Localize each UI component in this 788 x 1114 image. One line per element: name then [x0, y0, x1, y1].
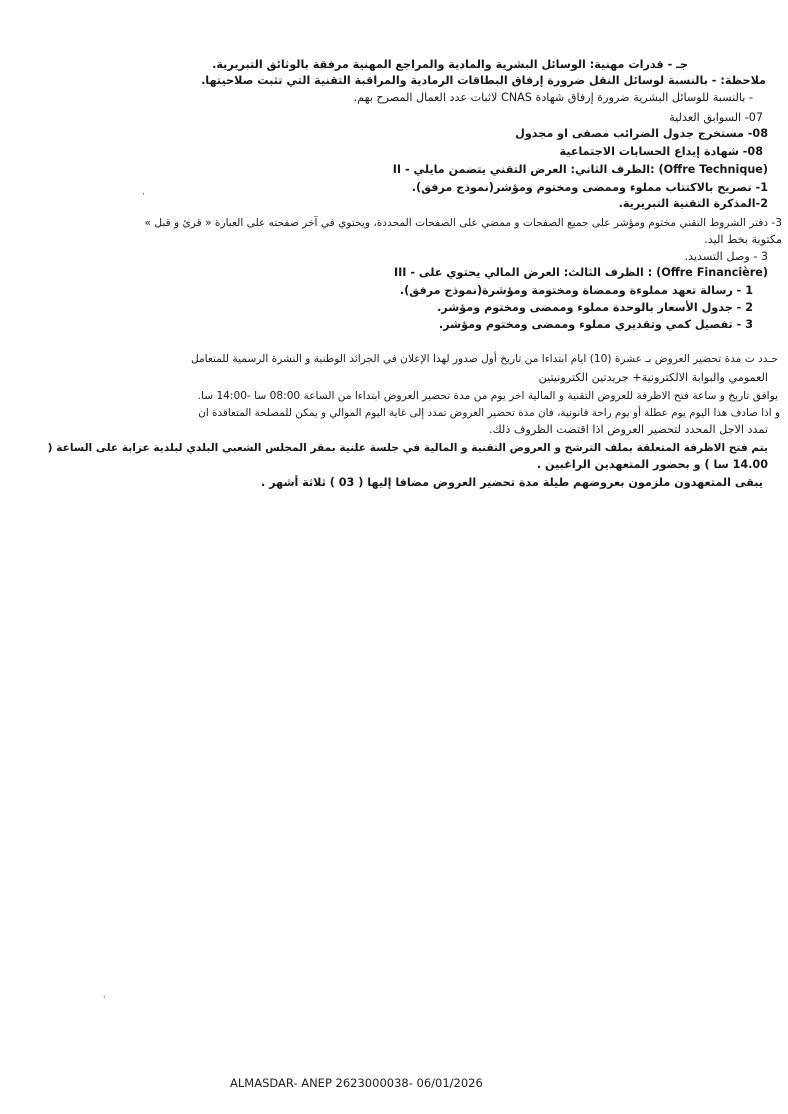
doc-line-17: حـدد ت مدة تحضير العروض بـ عشرة (10) ايام ابتداءا من تاريخ أول صدور لهذا الإعلان في الجرائد الوطنية و النشرة الرسمية للمتعامل	[190, 353, 778, 365]
doc-line-2: ملاحظة: - بالنسبة لوسائل النقل ضرورة إرفاق البطاقات الرمادية والمراقبة التقنية التي تثبت صلاحيتها.	[201, 74, 766, 87]
doc-line-6: 08- شهادة إيداع الحسابات الاجتماعية	[559, 145, 763, 158]
doc-line-5: 08- مستخرج جدول الضرائب مصفى او مجدول	[515, 127, 768, 140]
scan-speck: '	[103, 995, 106, 1005]
doc-line-14: 1 - رسالة تعهد مملوءة وممضاة ومختومة ومؤشرة(نموذج مرفق).	[399, 284, 753, 297]
doc-line-3: - بالنسبة للوسائل البشرية ضرورة إرفاق شهادة CNAS لاثبات عدد العمال المصرح بهم.	[353, 91, 753, 104]
doc-line-4: 07- السوابق العدلية	[669, 111, 763, 124]
doc-line-10: 3- دفتر الشروط التقني مختوم ومؤشر على جميع الصفحات و ممضي على الصفحات المحددة، ويحتوي في آخر صفحته على العبارة « قرئ و قبل »	[144, 217, 782, 229]
doc-line-24: يبقى المتعهدون ملزمون بعروضهم طيلة مدة تحضير العروض مضافا إليها ( 03 ) ثلاثة أشهر .	[260, 476, 763, 489]
doc-line-1: جـ - قدرات مهنية: الوسائل البشرية والمادية والمراجع المهنية مرفقة بالوثائق التبريرية.	[212, 58, 688, 71]
doc-line-22: يتم فتح الاظرفة المتعلقة بملف الترشح و العروض التقنية و المالية في جلسة علنية بمقر المجلس الشعبي البلدي لبلدية عزابة على الساعة (	[47, 442, 768, 454]
scan-speck: ,	[142, 187, 145, 197]
doc-line-15: 2 - جدول الأسعار بالوحدة مملوء وممضى ومختوم ومؤشر.	[437, 301, 753, 314]
doc-line-19: يوافق تاريخ و ساعة فتح الاظرفة للعروض التقنية و المالية اخر يوم من مدة تحضير العروض ابتداءا من الساعة 08:00 سا -14:00 سا.	[197, 390, 778, 402]
doc-line-8: 1- تصريح بالاكتتاب مملوء وممضى ومختوم ومؤشر(نموذج مرفق).	[411, 181, 768, 194]
doc-line-13: III - الظرف الثالث: العرض المالي يحتوي على : (Offre Financière)	[393, 266, 768, 279]
doc-line-7: II - الظرف الثاني: العرض التقني يتضمن مايلي: (Offre Technique)	[392, 163, 768, 176]
doc-line-23: 14.00 سا ) و بحضور المتعهدين الراغبين .	[536, 458, 768, 471]
doc-line-20: و اذا صادف هذا اليوم يوم عطلة أو يوم راحة قانونية، فان مدة تحضير العروض تمدد إلى غاية اليوم الموالي و يمكن للمصلحة المتعاقدة ان	[198, 407, 780, 419]
doc-line-12: 3 - وصل التسديد.	[684, 250, 768, 263]
doc-line-18: العمومي والبوابة الالكترونية+ جريدتين الكترونيتين	[538, 371, 768, 384]
doc-line-9: 2-المذكرة التقنية التبريرية.	[618, 197, 768, 210]
doc-line-11: مكتوبة بخط اليد.	[704, 233, 782, 246]
doc-line-16: 3 - تفصيل كمي وتقديري مملوء وممضى ومختوم ومؤشر.	[438, 318, 753, 331]
footer-reference: ALMASDAR- ANEP 2623000038- 06/01/2026	[230, 1076, 483, 1090]
doc-line-21: تمدد الاجل المحدد لتحضير العروض اذا اقتضت الظروف ذلك.	[488, 423, 768, 436]
